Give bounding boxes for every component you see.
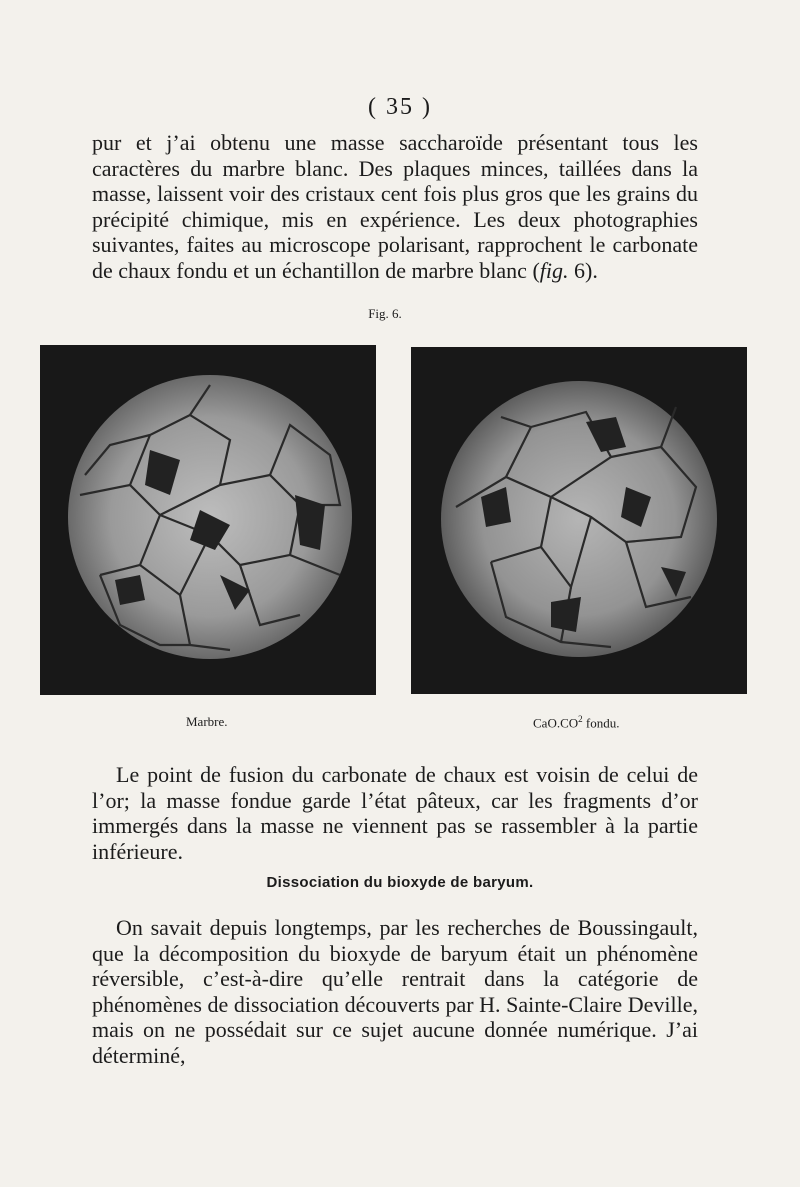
micrograph-marble-image [40, 345, 376, 695]
caption-fused-sup: 2 [578, 714, 583, 724]
paragraph-1-text: pur et j’ai obtenu une masse saccharoïde présentant tous les caractères du marbre blanc. Des plaques minces, taillées dans la masse, laissent voir des cristaux cent fois plus gros que les grains du précipité chimique, mis en expérience. Les deux photographies suivantes, faites au microscope polarisant, rapprochent le carbonate de chaux fondu et un échantillon de marbre blanc ( [92, 130, 698, 283]
paragraph-2: Le point de fusion du carbonate de chaux est voisin de celui de l’or; la masse fondue garde l’état pâteux, car les fragments d’or immergés dans la masse ne viennent pas se rassembler à la partie inférieure. [92, 762, 698, 864]
paragraph-1-end: 6). [568, 257, 598, 283]
paragraph-3: On savait depuis longtemps, par les recherches de Boussingault, que la décomposition du bioxyde de baryum était un phénomène réversible, c’est-à-dire qu’elle rentrait dans la catégorie de phénomènes de dissociation découverts par H. Sainte-Claire Deville, mais on ne possédait sur ce sujet aucune donnée numérique. J’ai déterminé, [92, 915, 698, 1068]
caption-fused-carbonate [533, 714, 619, 731]
section-heading: Dissociation du bioxyde de baryum. [266, 874, 534, 891]
micrograph-fused-carbonate-image [411, 347, 747, 694]
figure-reference: fig. [539, 257, 569, 283]
figure-label: Fig. 6. [368, 306, 402, 321]
paragraph-1 [92, 130, 698, 284]
caption-fused-prefix: CaO.CO [533, 715, 579, 731]
caption-marble: Marbre. [186, 714, 228, 729]
micrograph-fused-carbonate [411, 347, 747, 694]
caption-fused-suffix: fondu. [582, 715, 620, 731]
page-number: ( 35 ) [368, 94, 432, 120]
micrograph-marble [40, 345, 376, 695]
